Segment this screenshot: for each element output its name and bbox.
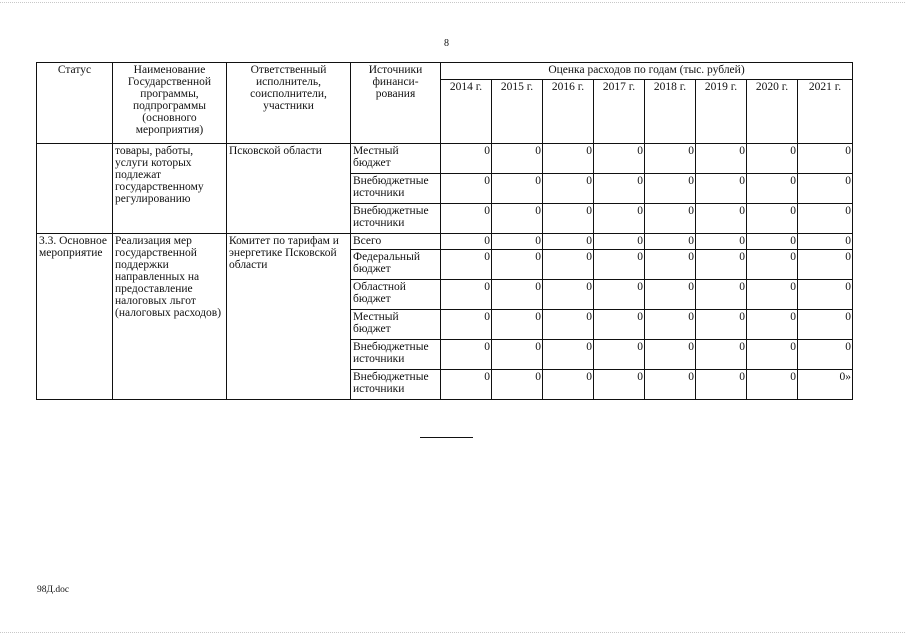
header-year: 2021 г. [798, 80, 853, 144]
page-number: 8 [444, 38, 449, 49]
value-cell: 0 [645, 340, 696, 370]
table-row [37, 234, 853, 250]
table-row [37, 144, 853, 174]
value-cell: 0 [645, 144, 696, 174]
source-cell: Местный бюджет [351, 310, 441, 340]
value-cell: 0 [696, 174, 747, 204]
value-cell: 0 [696, 204, 747, 234]
value-cell: 0 [645, 174, 696, 204]
header-status: Статус [37, 63, 113, 144]
executor-cell: Псковской области [227, 144, 351, 234]
source-cell: Внебюджетные источники [351, 174, 441, 204]
value-cell: 0 [492, 174, 543, 204]
value-cell: 0 [798, 144, 853, 174]
header-year: 2020 г. [747, 80, 798, 144]
value-cell: 0 [543, 250, 594, 280]
value-cell: 0 [543, 340, 594, 370]
header-year: 2016 г. [543, 80, 594, 144]
status-cell [37, 144, 113, 234]
executor-cell: Комитет по тарифам и энергетике Псковской области [227, 234, 351, 400]
value-cell: 0 [798, 234, 853, 250]
value-cell: 0 [747, 204, 798, 234]
value-cell: 0 [798, 174, 853, 204]
source-cell: Федеральный бюджет [351, 250, 441, 280]
value-cell: 0 [594, 204, 645, 234]
value-cell: 0 [594, 144, 645, 174]
value-cell: 0 [747, 310, 798, 340]
source-cell: Всего [351, 234, 441, 250]
header-year: 2017 г. [594, 80, 645, 144]
value-cell: 0 [645, 234, 696, 250]
value-cell: 0 [594, 174, 645, 204]
value-cell: 0 [492, 310, 543, 340]
status-cell: 3.3. Основное мероприятие [37, 234, 113, 400]
scan-edge-top [0, 2, 905, 4]
value-cell: 0 [441, 370, 492, 400]
value-cell: 0 [696, 144, 747, 174]
value-cell: 0 [543, 144, 594, 174]
value-cell: 0 [441, 204, 492, 234]
value-cell: 0 [594, 370, 645, 400]
value-cell: 0 [645, 310, 696, 340]
value-cell: 0 [492, 340, 543, 370]
value-cell: 0 [696, 340, 747, 370]
value-cell: 0 [594, 340, 645, 370]
value-cell: 0 [696, 310, 747, 340]
value-cell: 0 [645, 250, 696, 280]
value-cell: 0 [798, 280, 853, 310]
header-year: 2019 г. [696, 80, 747, 144]
scan-edge-bottom [0, 632, 905, 634]
value-cell: 0 [798, 250, 853, 280]
value-cell: 0 [543, 370, 594, 400]
value-cell: 0 [441, 340, 492, 370]
value-cell: 0 [441, 280, 492, 310]
value-cell: 0 [798, 310, 853, 340]
value-cell: 0 [594, 310, 645, 340]
value-cell: 0 [543, 280, 594, 310]
header-name: Наименование Государственной программы, подпрограммы (основного мероприятия) [113, 63, 227, 144]
source-cell: Внебюджетные источники [351, 204, 441, 234]
value-cell: 0 [645, 280, 696, 310]
name-cell: Реализация мер государственной поддержки направленных на предоставление налоговых льгот (налоговых расходов) [113, 234, 227, 400]
value-cell: 0 [747, 340, 798, 370]
value-cell: 0 [543, 174, 594, 204]
value-cell: 0 [543, 234, 594, 250]
value-cell: 0 [594, 280, 645, 310]
value-cell: 0 [747, 250, 798, 280]
budget-table [36, 62, 853, 400]
source-cell: Внебюджетные источники [351, 340, 441, 370]
value-cell: 0 [441, 234, 492, 250]
value-cell: 0 [594, 234, 645, 250]
value-cell: 0 [441, 310, 492, 340]
value-cell: 0 [492, 370, 543, 400]
source-cell: Областной бюджет [351, 280, 441, 310]
value-cell: 0 [492, 144, 543, 174]
value-cell: 0 [594, 250, 645, 280]
value-cell: 0 [696, 234, 747, 250]
value-cell: 0 [798, 340, 853, 370]
value-cell: 0 [747, 234, 798, 250]
value-cell: 0 [492, 234, 543, 250]
value-cell: 0 [747, 144, 798, 174]
header-executor: Ответственный исполнитель, соисполнители, участники [227, 63, 351, 144]
value-cell: 0 [747, 370, 798, 400]
header-year: 2015 г. [492, 80, 543, 144]
value-cell: 0 [747, 174, 798, 204]
value-cell: 0 [441, 174, 492, 204]
value-cell: 0 [645, 204, 696, 234]
header-estimate: Оценка расходов по годам (тыс. рублей) [441, 63, 853, 80]
value-cell: 0 [696, 250, 747, 280]
value-cell: 0 [441, 250, 492, 280]
value-cell: 0 [441, 144, 492, 174]
header-year: 2014 г. [441, 80, 492, 144]
header-year: 2018 г. [645, 80, 696, 144]
header-sources: Источники финанси- рования [351, 63, 441, 144]
value-cell: 0 [747, 280, 798, 310]
name-cell: товары, работы, услуги которых подлежат государственному регулированию [113, 144, 227, 234]
value-cell: 0 [696, 370, 747, 400]
source-cell: Внебюджетные источники [351, 370, 441, 400]
value-cell: 0 [543, 310, 594, 340]
source-cell: Местный бюджет [351, 144, 441, 174]
footer-divider [420, 437, 473, 438]
value-cell: 0 [696, 280, 747, 310]
value-cell: 0 [492, 204, 543, 234]
value-cell: 0» [798, 370, 853, 400]
value-cell: 0 [645, 370, 696, 400]
value-cell: 0 [492, 250, 543, 280]
value-cell: 0 [492, 280, 543, 310]
value-cell: 0 [798, 204, 853, 234]
value-cell: 0 [543, 204, 594, 234]
footer-filename: 98Д.doc [37, 585, 70, 595]
